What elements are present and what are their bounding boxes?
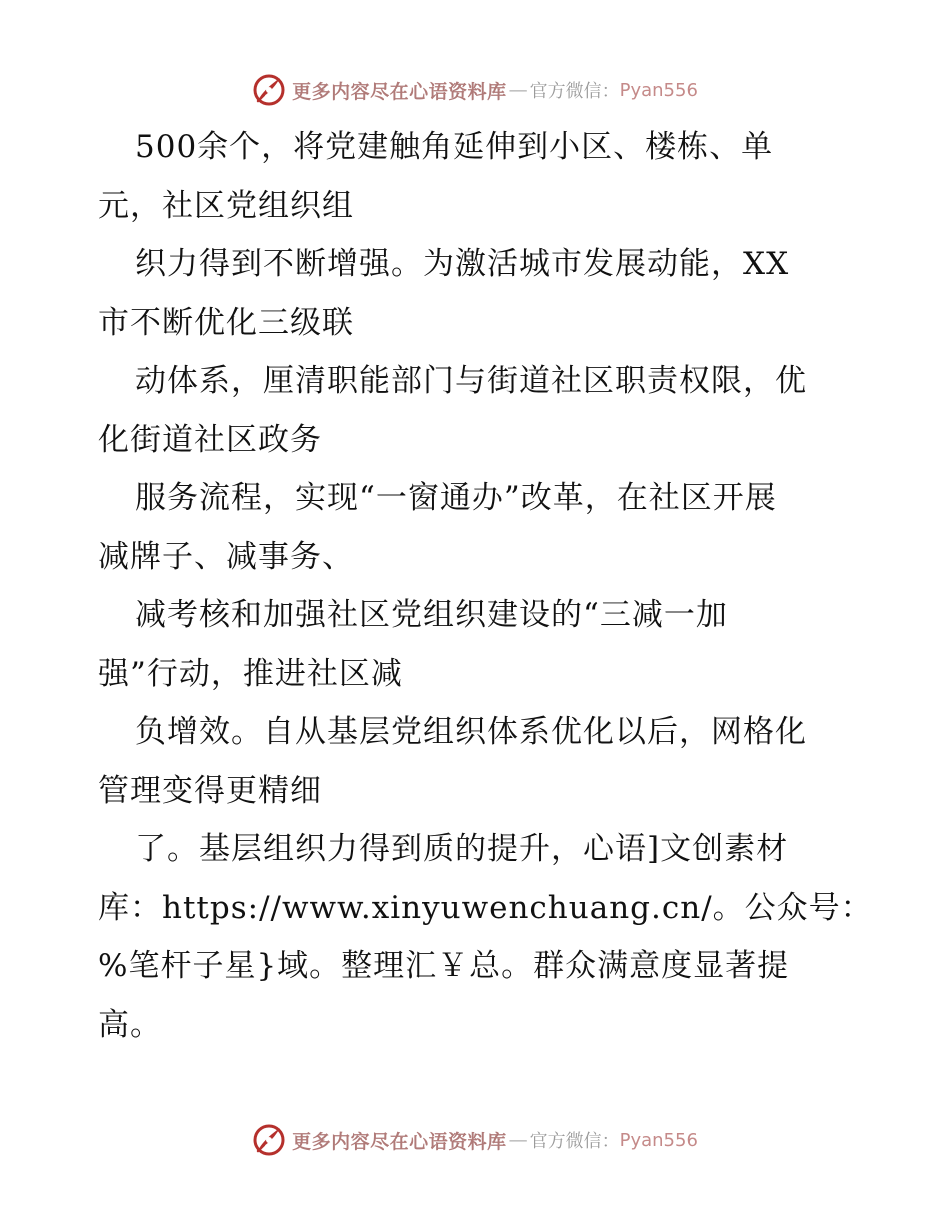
text-line: 500余个，将党建触角延伸到小区、楼栋、单 [135, 129, 774, 165]
text-line: 动体系，厘清职能部门与街道社区职责权限，优 [135, 363, 807, 399]
text-line: 减牌子、减事务、 [98, 538, 354, 575]
text-line: 库：https://www.xinyuwenchuang.cn/。公众号： [98, 889, 873, 926]
text-line: 服务流程，实现“一窗通办”改革，在社区开展 [135, 480, 777, 516]
text-line: 负增效。自从基层党组织体系优化以后，网格化 [135, 714, 807, 750]
text-line: 了。基层组织力得到质的提升，心语]文创素材 [135, 831, 789, 867]
quill-pen-logo-icon [252, 1123, 286, 1157]
header-wechat-label: 官方微信： [529, 81, 620, 102]
text-line: 市不断优化三级联 [98, 304, 354, 341]
quill-pen-logo-icon [252, 73, 286, 107]
footer-slogan: 更多内容尽在心语资料库 [292, 1130, 507, 1153]
text-line: 织力得到不断增强。为激活城市发展动能，XX [135, 246, 790, 282]
footer-dash: — [508, 1129, 528, 1151]
header-dash: — [508, 79, 528, 101]
text-line: 化街道社区政务 [98, 421, 322, 458]
header-wechat-id: Pyan556 [619, 79, 698, 101]
footer-banner [0, 1120, 950, 1160]
body-text [98, 118, 873, 1054]
text-line: 减考核和加强社区党组织建设的“三减一加 [135, 597, 728, 633]
text-line: 管理变得更精细 [98, 772, 322, 809]
footer-wechat-label: 官方微信： [529, 1131, 620, 1152]
text-line: %笔杆子星}域。整理汇￥总。群众满意度显著提 [98, 948, 790, 984]
footer-wechat-id: Pyan556 [619, 1129, 698, 1151]
text-line: 强”行动，推进社区减 [98, 655, 403, 692]
text-line: 元，社区党组织组 [98, 187, 354, 224]
text-line: 高。 [98, 1006, 162, 1043]
header-slogan: 更多内容尽在心语资料库 [292, 80, 507, 103]
header-banner [0, 70, 950, 110]
